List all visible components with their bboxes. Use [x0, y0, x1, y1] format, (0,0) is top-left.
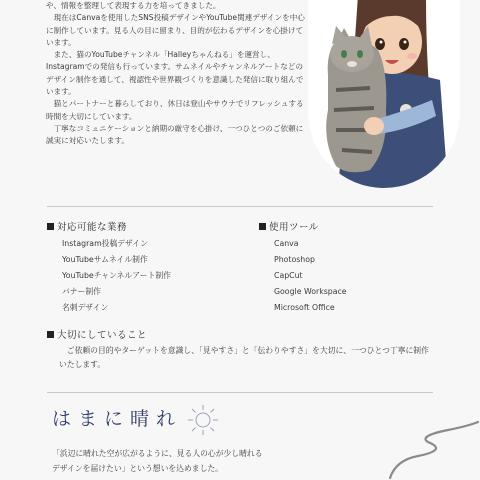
list-item: CapCut: [274, 271, 303, 280]
girl-with-cat-illustration: [308, 0, 460, 188]
tools-heading: 使用ツール: [259, 219, 319, 233]
values-text: ご依頼の目的やターゲットを意識し、「見やすさ」と「伝わりやすさ」を大切に、一つひとつ丁寧に制作いたします。: [59, 346, 429, 369]
square-bullet-icon: [47, 331, 54, 338]
list-item: Google Workspace: [274, 287, 347, 296]
intro-text: [46, 0, 306, 148]
services-heading: 対応可能な業務: [47, 219, 127, 233]
intro-paragraph: 現在はCanvaを使用したSNS投稿デザインやYouTube関連デザインを中心に制作しています。見る人の目に留まり、目的が伝わるデザインを心掛けています。: [46, 13, 305, 47]
profile-illustration: [308, 0, 460, 188]
list-item: Canva: [274, 239, 299, 248]
list-item: Microsoft Office: [274, 303, 335, 312]
square-bullet-icon: [259, 223, 266, 230]
list-item: YouTubeチャンネルアート制作: [62, 271, 171, 280]
list-item: YouTubeサムネイル制作: [62, 255, 148, 264]
intro-paragraph: また、猫のYouTubeチャンネル「Halleyちゃんねる」を運営し、Instagramでの発信も行っています。サムネイルやチャンネルアートなどのデザイン制作を通して、視認性や世界観づくりを意識した発信に取り組んでいます。: [46, 50, 304, 97]
tools-list: [274, 236, 347, 316]
intro-paragraph: 丁寧なコミュニケーションと納期の厳守を心掛け、一つひとつのご依頼に誠実に対応いたします。: [46, 123, 304, 146]
list-item: Instagram投稿デザイン: [62, 239, 148, 248]
section-divider: [47, 206, 433, 207]
square-bullet-icon: [47, 223, 54, 230]
section-divider: [47, 392, 433, 393]
intro-paragraph: や、情報を整理して表現する力を培ってきました。: [46, 1, 221, 10]
list-item: Photoshop: [274, 255, 315, 264]
services-list: [62, 236, 171, 316]
wave-line-icon: [388, 420, 480, 480]
sun-icon: [186, 403, 220, 437]
brand-slogan: 「浜辺に晴れた空が広がるように、見る人の心が少し晴れる デザインを届けたい」という想いを込めました。: [52, 449, 263, 473]
list-item: バナー制作: [62, 287, 101, 296]
list-item: 名刺デザイン: [62, 303, 109, 312]
intro-paragraph: 猫とパートナーと暮らしており、休日は登山やサウナでリフレッシュする時間を大切にしています。: [46, 99, 304, 121]
brand-logo-text: はまに晴れ: [52, 408, 183, 430]
values-heading: 大切にしていること: [47, 327, 147, 341]
